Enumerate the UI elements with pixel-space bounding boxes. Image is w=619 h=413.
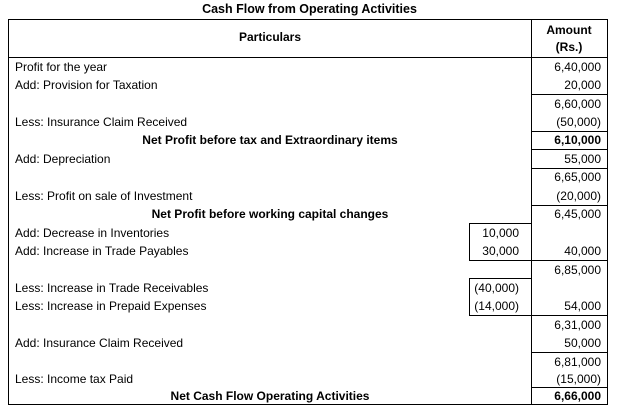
row-label: Less: Profit on sale of Investment xyxy=(15,189,193,203)
row-amount: 6,31,000 xyxy=(554,318,601,332)
row-label: Add: Depreciation xyxy=(15,152,111,166)
row-label: Less: Increase in Trade Receivables xyxy=(15,281,209,295)
row-amount: (50,000) xyxy=(556,115,601,129)
row-amount: (15,000) xyxy=(556,372,601,386)
row-amount: 6,85,000 xyxy=(554,263,601,277)
row-label: Less: Insurance Claim Received xyxy=(15,115,188,129)
statement-title: Cash Flow from Operating Activities xyxy=(202,2,417,16)
row-amount: 6,45,000 xyxy=(554,207,601,221)
header-particulars: Particulars xyxy=(238,30,302,44)
inner-column-rule xyxy=(469,315,531,316)
cash-flow-table xyxy=(8,19,608,405)
row-subamount: 10,000 xyxy=(482,226,519,240)
row-amount: 6,66,000 xyxy=(554,389,601,403)
header-amount-unit: (Rs.) xyxy=(555,40,583,54)
row-subamount: (40,000) xyxy=(474,281,519,295)
row-amount: 6,81,000 xyxy=(554,355,601,369)
row-label-bold: Net Profit before working capital changes xyxy=(151,207,389,221)
row-label: Less: Increase in Prepaid Expenses xyxy=(15,299,207,313)
row-amount: 54,000 xyxy=(564,299,601,313)
row-label: Less: Income tax Paid xyxy=(15,372,134,386)
row-label-bold: Net Cash Flow Operating Activities xyxy=(170,389,370,403)
row-amount: 55,000 xyxy=(564,152,601,166)
row-amount: 50,000 xyxy=(564,336,601,350)
row-amount: 6,40,000 xyxy=(554,60,601,74)
row-label: Add: Insurance Claim Received xyxy=(15,336,184,350)
row-amount: 40,000 xyxy=(564,244,601,258)
row-amount: 6,10,000 xyxy=(554,133,601,147)
row-amount: 6,60,000 xyxy=(554,97,601,111)
row-amount: 20,000 xyxy=(564,78,601,92)
row-subamount: 30,000 xyxy=(482,244,519,258)
row-label: Add: Increase in Trade Payables xyxy=(15,244,189,258)
row-label: Profit for the year xyxy=(15,60,108,74)
row-label: Add: Provision for Taxation xyxy=(15,78,158,92)
inner-column-rule xyxy=(469,260,531,261)
row-label: Add: Decrease in Inventories xyxy=(15,226,170,240)
header-amount: Amount xyxy=(546,23,592,37)
row-label-bold: Net Profit before tax and Extraordinary items xyxy=(142,133,398,147)
row-subamount: (14,000) xyxy=(474,299,519,313)
row-amount: 6,65,000 xyxy=(554,170,601,184)
row-amount: (20,000) xyxy=(556,189,601,203)
